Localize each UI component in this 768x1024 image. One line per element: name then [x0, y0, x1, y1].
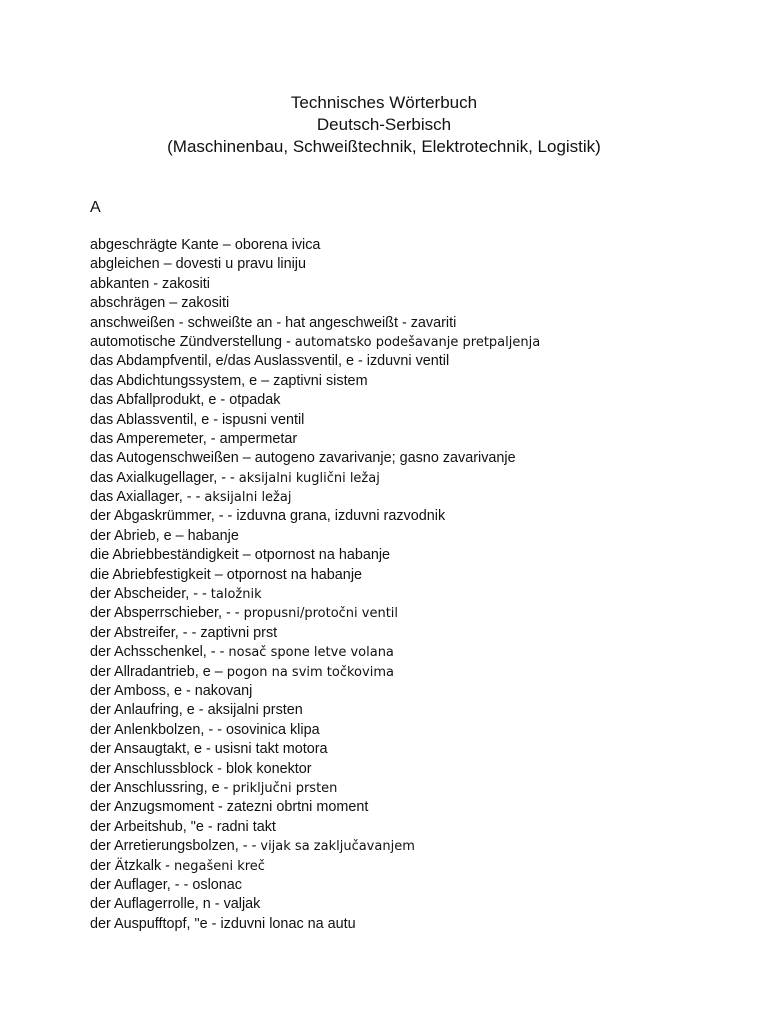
entry-translation: vijak sa zaključavanjem — [260, 839, 415, 855]
dictionary-entry — [90, 701, 730, 720]
dictionary-entry — [90, 721, 730, 740]
dictionary-entry — [90, 837, 730, 856]
dictionary-entry — [90, 294, 730, 313]
entry-text: der Ansaugtakt, e - usisni takt motora — [90, 741, 328, 758]
entry-text: der Absperrschieber, - - — [90, 605, 244, 622]
entry-text: der Anlenkbolzen, - - osovinica klipa — [90, 721, 320, 738]
dictionary-entry — [90, 682, 730, 701]
section-letter: A — [90, 199, 101, 216]
entry-text: das Autogenschweißen – autogeno zavarivanje; gasno zavarivanje — [90, 450, 516, 467]
entry-translation: automatsko podešavanje pretpaljenja — [294, 334, 541, 350]
entry-translation: negašeni kreč — [173, 858, 265, 874]
dictionary-entry — [90, 527, 730, 546]
entry-text: abgleichen – dovesti u pravu liniju — [90, 256, 307, 273]
dictionary-entry — [90, 546, 730, 565]
entry-translation: aksijalni kuglični ležaj — [238, 470, 380, 486]
entry-text: der Auspufftopf, "e - izduvni lonac na autu — [90, 915, 356, 932]
entry-translation: nosač spone letve volana — [228, 645, 394, 661]
dictionary-entry — [90, 624, 730, 643]
dictionary-entry — [90, 275, 730, 294]
dictionary-entry — [90, 566, 730, 585]
entry-translation: priključni prsten — [232, 780, 338, 796]
entry-text: das Amperemeter, - ampermetar — [90, 430, 298, 447]
entry-text: das Abdampfventil, e/das Auslassventil, e - izduvni ventil — [90, 353, 450, 370]
entry-text: der Amboss, e - nakovanj — [90, 682, 253, 699]
entry-text: das Axiallager, - - — [90, 489, 205, 506]
entry-translation: propusni/protočni ventil — [243, 606, 399, 622]
dictionary-entry — [90, 236, 730, 255]
entry-text: der Auflager, - - oslonac — [90, 876, 242, 893]
dictionary-entry — [90, 663, 730, 682]
entry-text: die Abriebbeständigkeit – otpornost na habanje — [90, 547, 391, 564]
title-line-fields: (Maschinenbau, Schweißtechnik, Elektrotechnik, Logistik) — [167, 137, 601, 156]
entry-text: der Anschlussring, e - — [90, 779, 233, 796]
dictionary-entry — [90, 876, 730, 895]
entry-text: der Achsschenkel, - - — [90, 644, 229, 661]
dictionary-entry — [90, 255, 730, 274]
dictionary-entry — [90, 352, 730, 371]
dictionary-entry — [90, 507, 730, 526]
dictionary-entry-list — [90, 236, 730, 934]
entry-translation: taložnik — [210, 587, 262, 603]
dictionary-entry — [90, 488, 730, 507]
dictionary-entry — [90, 740, 730, 759]
entry-text: der Abstreifer, - - zaptivni prst — [90, 624, 278, 641]
entry-text: der Abgaskrümmer, - - izduvna grana, izduvni razvodnik — [90, 508, 446, 525]
entry-text: der Arbeitshub, "e - radni takt — [90, 818, 276, 835]
entry-text: der Anlaufring, e - aksijalni prsten — [90, 702, 303, 719]
title-line-languages: Deutsch-Serbisch — [316, 115, 452, 134]
entry-text: das Axialkugellager, - - — [90, 469, 239, 486]
entry-translation: pogon na svim točkovima — [226, 664, 394, 680]
entry-text: automotische Zündverstellung - — [90, 333, 295, 350]
entry-text: der Ätzkalk - — [90, 857, 174, 874]
dictionary-entry — [90, 333, 730, 352]
entry-translation: aksijalni ležaj — [204, 490, 292, 506]
entry-text: der Abscheider, - - — [90, 586, 211, 603]
entry-text: das Ablassventil, e - ispusni ventil — [90, 411, 305, 428]
dictionary-entry — [90, 915, 730, 934]
dictionary-entry — [90, 469, 730, 488]
entry-text: der Arretierungsbolzen, - - — [90, 838, 261, 855]
dictionary-entry — [90, 585, 730, 604]
dictionary-entry — [90, 372, 730, 391]
entry-text: der Anschlussblock - blok konektor — [90, 760, 312, 777]
dictionary-entry — [90, 857, 730, 876]
dictionary-entry — [90, 760, 730, 779]
dictionary-entry — [90, 798, 730, 817]
dictionary-entry — [90, 430, 730, 449]
entry-text: abkanten - zakositi — [90, 275, 210, 292]
entry-text: das Abfallprodukt, e - otpadak — [90, 392, 281, 409]
dictionary-entry — [90, 604, 730, 623]
document-title — [0, 92, 768, 158]
entry-text: der Allradantrieb, e – — [90, 663, 227, 680]
entry-text: anschweißen - schweißte an - hat angeschweißt - zavariti — [90, 314, 457, 331]
entry-text: die Abriebfestigkeit – otpornost na habanje — [90, 566, 363, 583]
entry-text: abgeschrägte Kante – oborena ivica — [90, 237, 321, 253]
dictionary-entry — [90, 411, 730, 430]
entry-text: das Abdichtungssystem, e – zaptivni sistem — [90, 372, 368, 389]
entry-text: der Auflagerrolle, n - valjak — [90, 896, 261, 913]
dictionary-entry — [90, 391, 730, 410]
dictionary-entry — [90, 314, 730, 333]
dictionary-entry — [90, 895, 730, 914]
dictionary-entry — [90, 643, 730, 662]
dictionary-entry — [90, 449, 730, 468]
title-line-main: Technisches Wörterbuch — [290, 93, 478, 112]
dictionary-entry — [90, 779, 730, 798]
entry-text: abschrägen – zakositi — [90, 295, 230, 312]
dictionary-entry — [90, 818, 730, 837]
entry-text: der Anzugsmoment - zatezni obrtni moment — [90, 799, 369, 816]
entry-text: der Abrieb, e – habanje — [90, 527, 239, 544]
